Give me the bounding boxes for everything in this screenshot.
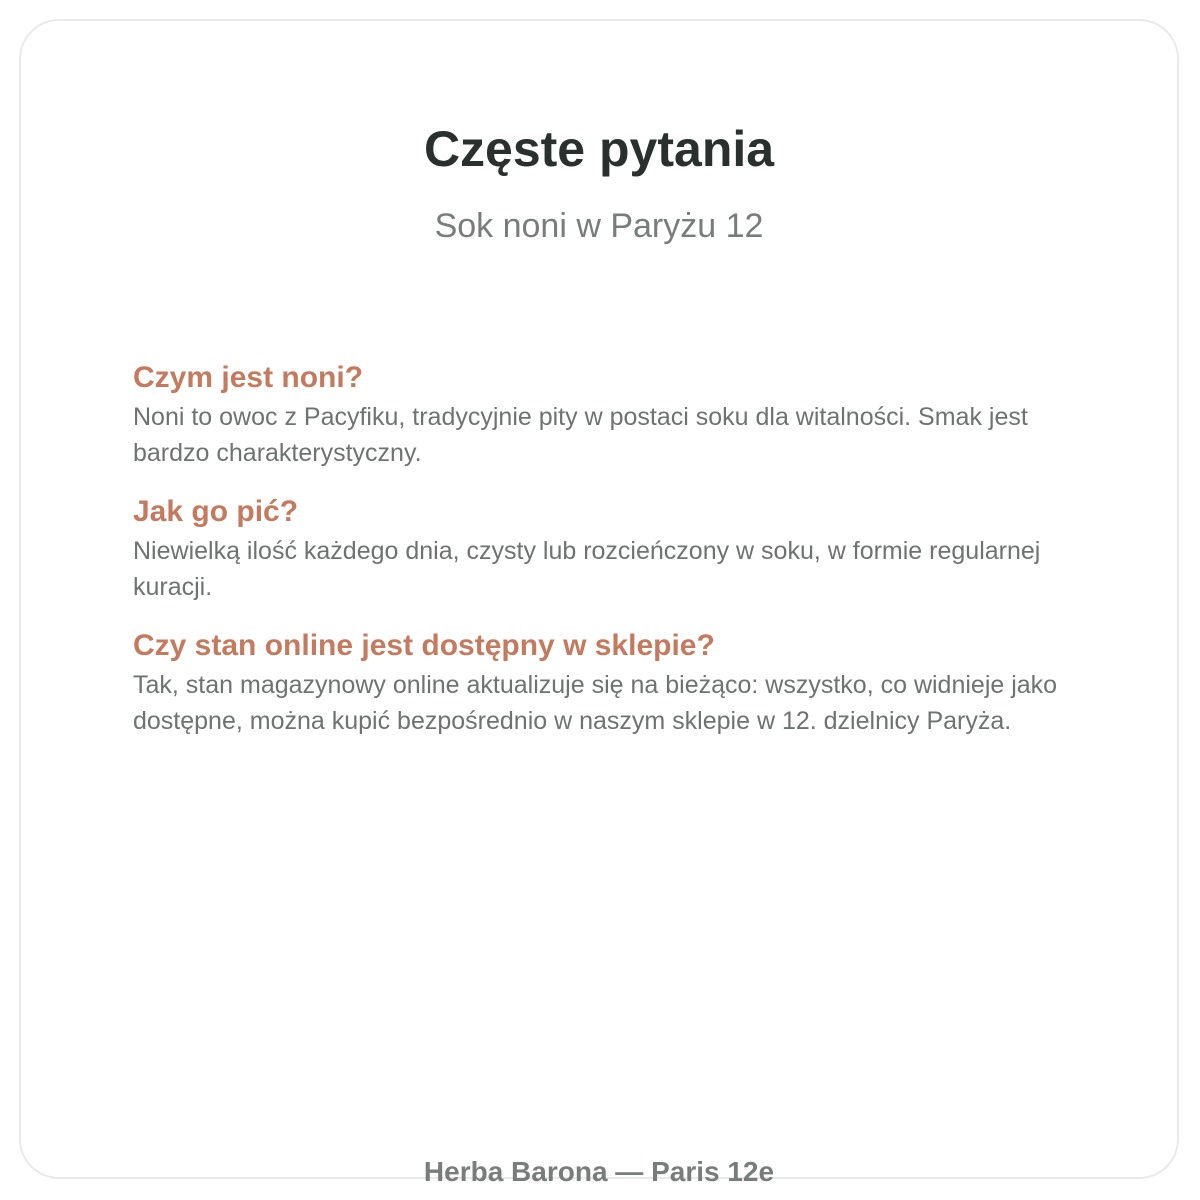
faq-item [133, 359, 1108, 471]
faq-item [133, 627, 1108, 739]
faq-question: Czym jest noni? [133, 361, 364, 394]
faq-card [19, 19, 1179, 1187]
page-title: Częste pytania [423, 121, 775, 177]
faq-answer: Noni to owoc z Pacyfiku, tradycyjnie pity w postaci soku dla witalności. Smak jest bardzo charakterystyczny. [133, 403, 1028, 467]
faq-list [133, 359, 1108, 761]
faq-item [133, 493, 1108, 605]
faq-answer: Tak, stan magazynowy online aktualizuje się na bieżąco: wszystko, co widnieje jako dostępne, można kupić bezpośrednio w naszym sklepie w 12. dzielnicy Paryża. [133, 671, 1058, 735]
faq-question: Czy stan online jest dostępny w sklepie? [133, 629, 715, 662]
store-footer: Herba Barona — Paris 12e [423, 1156, 775, 1187]
faq-question: Jak go pić? [133, 495, 299, 528]
faq-answer: Niewielką ilość każdego dnia, czysty lub rozcieńczony w soku, w formie regularnej kuracji. [133, 537, 1041, 601]
page-subtitle: Sok noni w Paryżu 12 [434, 207, 764, 245]
